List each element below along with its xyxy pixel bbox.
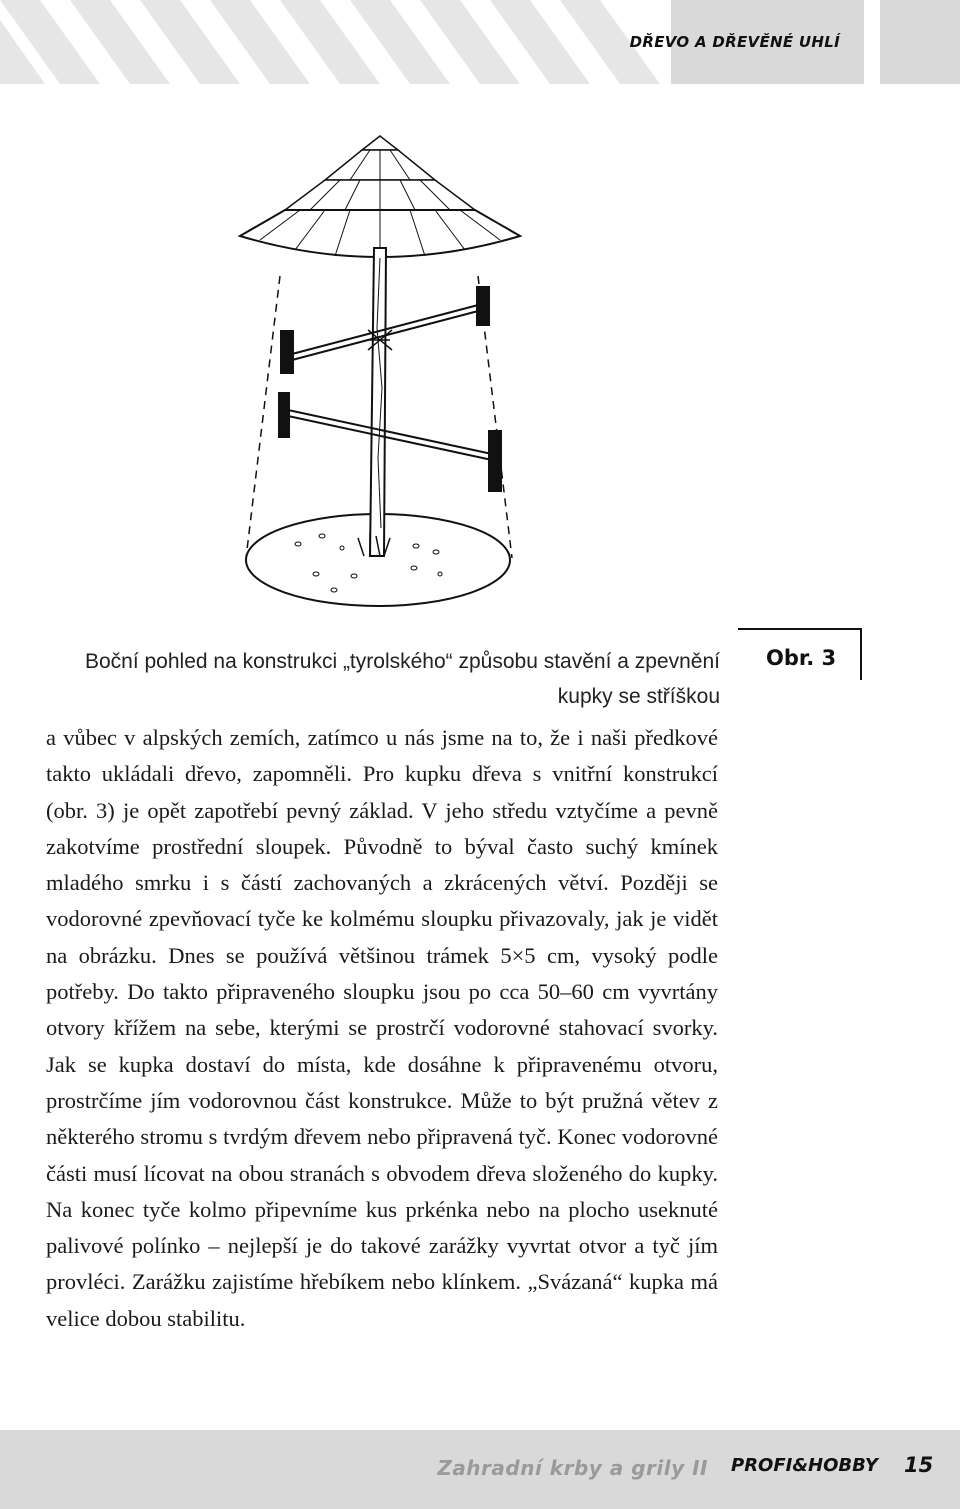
figure-caption-line1: Boční pohled na konstrukci „tyrolského“ způsobu stavění a zpevnění <box>84 650 720 673</box>
publisher-brand: PROFI&HOBBY <box>731 1455 878 1476</box>
figure-label: Obr. 3 <box>766 646 837 670</box>
page-number: 15 <box>904 1453 934 1477</box>
figure-label-box <box>738 628 862 680</box>
figure-caption-line2: kupky se stříškou <box>557 685 720 708</box>
woodpile-construction-illustration <box>230 128 530 608</box>
header-right-strip <box>880 0 960 84</box>
section-title: DŘEVO A DŘEVĚNÉ UHLÍ <box>629 33 840 51</box>
body-paragraph: a vůbec v alpských zemích, zatímco u nás jsme na to, že i naši předkové takto ukládali dřevo, zapomněli. Pro kupku dřeva s vnitřní konstrukcí (obr. 3) je opět zapotřebí pevný základ. V jeho středu vztyčíme a pevně zakotvíme prostřední sloupek. Původně to býval často suchý kmínek mladého smrku i s částí zachovaných a zkrácených větví. Později se vodorovné zpevňovací tyče ke kolmému sloupku přivazovaly, jak je vidět na obrázku. Dnes se používá většinou trámek 5×5 cm, vysoký podle potřeby. Do takto připraveného sloupku jsou po cca 50–60 cm vyvrtány otvory křížem na sebe, kterými se prostrčí vodorovné stahovací svorky. Jak se kupka dostaví do místa, kde dosáhne k připravenému otvoru, prostrčíme jím vodorovnou část konstrukce. Může to být pružná větev z některého stromu s tvrdým dřevem nebo připravená tyč. Konec vodorovné části musí lícovat na obou stranách s obvodem dřeva složeného do kupky. Na konec tyče kolmo připevníme kus prkénka nebo na plocho useknuté palivové polínko – nejlepší je do takové zarážky vyvrtat otvor a tyč jím provléci. Zarážku zajistíme hřebíkem nebo klínkem. „Svázaná“ kupka má velice dobou stabilitu. <box>46 725 718 1331</box>
figure-caption <box>40 644 720 714</box>
book-title: Zahradní krby a grily II <box>437 1456 708 1480</box>
